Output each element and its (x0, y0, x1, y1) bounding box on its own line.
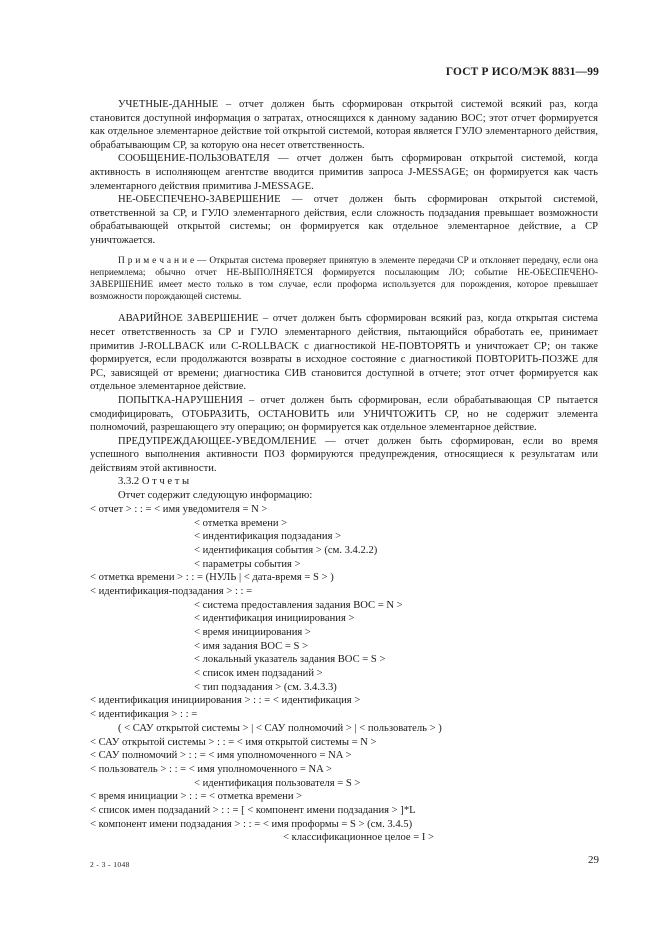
note-text: — Открытая система проверяет принятую в элементе передачи СР и отклоняет передачу, если она неприемлема; обычно отчет НЕ-ВЫПОЛНЯЕТСЯ формируется посылающим ЛО; событие НЕ-ОБЕСПЕЧЕНО-ЗАВЕРШЕНИЕ имеет место только в том случае, если проформа используется для порождения, которое превышает возможности порождающей системы. (90, 255, 598, 303)
note (90, 255, 598, 304)
document-header: ГОСТ Р ИСО/МЭК 8831—99 (445, 66, 599, 78)
grammar-line: < тип подзадания > (см. 3.4.3.3) (194, 681, 337, 693)
grammar-line: < идентификация инициирования > : : = < идентификация > (90, 695, 361, 707)
paragraph-accounting-data: УЧЕТНЫЕ-ДАННЫЕ – отчет должен быть сформирован открытой системой всякий раз, когда становится доступной информация о затратах, относящихся к данному заданию ВОС; этот отчет формируется как отдельное элементарное действие той открытой системой, которая является ГУЛО элементарного действия, обрабатывающим СР, за которую она несет ответственность. (90, 99, 598, 151)
grammar-line: < идентификация > : : = (90, 709, 198, 721)
grammar-line: < САУ открытой системы > : : = < имя открытой системы = N > (90, 736, 377, 748)
grammar-line: < компонент имени подзадания > : : = < имя проформы = S > (см. 3.4.5) (90, 818, 413, 830)
paragraph-not-provided-completion: НЕ-ОБЕСПЕЧЕНО-ЗАВЕРШЕНИЕ — отчет должен быть сформирован открытой системой, ответственной за СР, и ГУЛО элементарного действия, если сложность подзадания превышает возможности обрабатывающей открытой системы; он формируется как отдельное элементарное действие, а СР уничтожается. (90, 194, 598, 246)
paragraph-user-message: СООБЩЕНИЕ-ПОЛЬЗОВАТЕЛЯ — отчет должен быть сформирован открытой системой, когда активность в исполняющем агентстве вводится примитив запроса J-MESSAGE; он формируется как часть элементарного действия примитива J-MESSAGE. (90, 153, 598, 192)
section-intro: Отчет содержит следующую информацию: (118, 490, 313, 502)
grammar-line: < идентификация инициирования > (194, 613, 355, 625)
grammar-line: < САУ полномочий > : : = < имя уполномоченного = NA > (90, 750, 352, 762)
grammar-line: < список имен подзаданий > (194, 668, 323, 680)
grammar-line: < индентификация подзадания > (194, 531, 342, 543)
grammar-line: < отметка времени > : : = (НУЛЬ | < дата-время = S > ) (90, 572, 334, 584)
section-heading (90, 475, 598, 489)
grammar-line: < имя задания ВОС = S > (194, 640, 309, 652)
grammar-line: < идентификация пользователя = S > (194, 777, 361, 789)
grammar-line: < идентификация-подзадания > : : = (90, 585, 253, 597)
grammar-line: < список имен подзаданий > : : = [ < компонент имени подзадания > ]*L (90, 804, 416, 816)
document-body (90, 98, 598, 845)
grammar-line: < отметка времени > (194, 517, 288, 529)
grammar-line: < параметры события > (194, 558, 301, 570)
section-title: О т ч е т ы (141, 476, 190, 488)
grammar-line: < отчет > : : = < имя уведомителя = N > (90, 503, 268, 515)
grammar-line: ( < САУ открытой системы > | < САУ полномочий > | < пользователь > ) (118, 722, 442, 734)
grammar-line: < классификационное целое = I > (283, 832, 435, 844)
footer-code: 2 - 3 - 1048 (90, 860, 130, 869)
grammar-line: < время инициирования > (194, 627, 311, 639)
grammar-line: < локальный указатель задания ВОС = S > (194, 654, 386, 666)
paragraph-abnormal-termination: АВАРИЙНОЕ ЗАВЕРШЕНИЕ – отчет должен быть сформирован всякий раз, когда открытая система несет ответственность за СР и ГУЛО элементарного действия, пытающийся обработать ее, принимает примитив J-ROLLBACK или C-ROLLBACK с диагностикой НЕ-ПОВТОРЯТЬ и уничтожает СР; он также формируется, если продолжаются возвраты в исходное состояние с диагностикой ПОВТОРИТЬ-ПОЗЖЕ для РС, зависящей от времени; диагностика СИВ становится доступной в отчете; этот отчет формируется как отдельное элементарное действие. (90, 313, 598, 393)
note-label: П р и м е ч а н и е (118, 255, 195, 266)
grammar-line: < система предоставления задания ВОС = N > (194, 599, 403, 611)
grammar-line: < пользователь > : : = < имя уполномоченного = NA > (90, 763, 332, 775)
grammar-block (90, 503, 598, 845)
section-number: 3.3.2 (118, 476, 140, 488)
paragraph-violation-attempt: ПОПЫТКА-НАРУШЕНИЯ – отчет должен быть сформирован, если обрабатывающая СР пытается смодифицировать, ОТОБРАЗИТЬ, ОСТАНОВИТЬ или УНИЧТОЖИТЬ СР, но не содержит элемента полномочий, разрешающего эту операцию; он формируется как отдельное элементарное действие. (90, 394, 598, 434)
grammar-line: < время инициации > : : = < отметка времени > (90, 791, 303, 803)
grammar-line: < идентификация события > (см. 3.4.2.2) (194, 544, 378, 556)
paragraph-warning-notice: ПРЕДУПРЕЖДАЮЩЕЕ-УВЕДОМЛЕНИЕ — отчет должен быть сформирован, если во время успешного выполнения активности ПОЗ формируются предупреждения, относящиеся к результатам или действиям этой активности. (90, 435, 598, 474)
page-number: 29 (588, 854, 599, 866)
